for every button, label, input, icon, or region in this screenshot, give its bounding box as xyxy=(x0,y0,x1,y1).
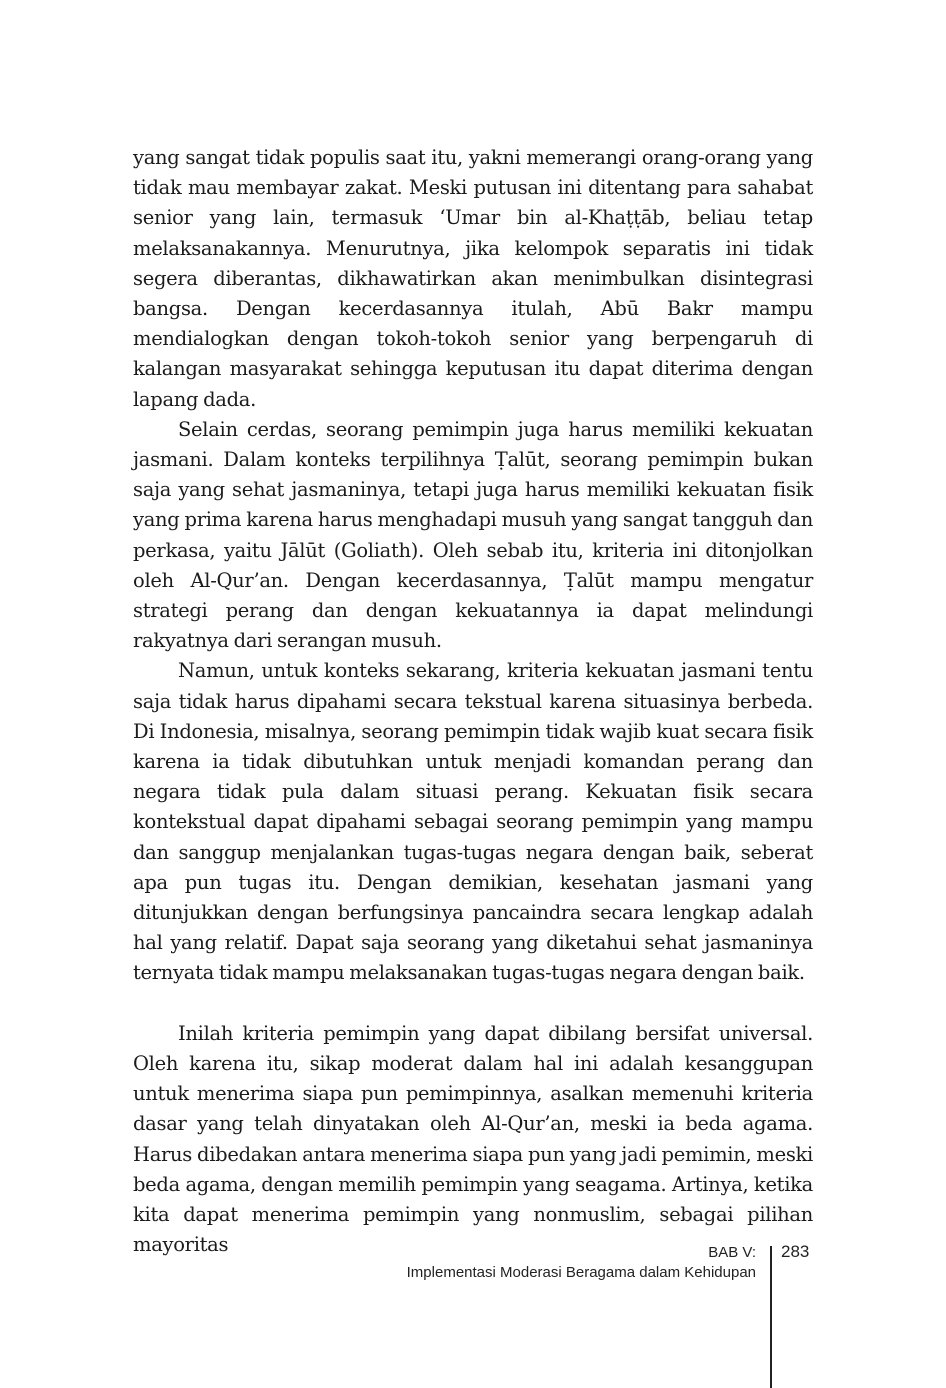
footer-divider xyxy=(770,1246,772,1388)
paragraph-3: Namun, untuk konteks sekarang, kriteria kekuatan jasmani tentu saja tidak harus dipahami secara tekstual karena situasinya berbeda. Di Indonesia, misalnya, seorang pemimpin tidak wajib kuat secara fisik karena ia tidak dibutuhkan untuk menjadi komandan perang dan negara tidak pula dalam situasi perang. Kekuatan fisik secara kontekstual dapat dipahami sebagai seorang pemimpin yang mampu dan sanggup menjalankan tugas-tugas negara dengan baik, seberat apa pun tugas itu. Dengan demikian, kesehatan jasmani yang ditunjukkan dengan berfungsinya pancaindra secara lengkap adalah hal yang relatif. Dapat saja seorang yang diketahui sehat jasmaninya ternyata tidak mampu melaksanakan tugas-tugas negara dengan baik. xyxy=(133,659,813,985)
running-footer xyxy=(407,1243,756,1283)
page-number: 283 xyxy=(781,1242,810,1261)
paragraph-1: yang sangat tidak populis saat itu, yakni memerangi orang-orang yang tidak mau membayar zakat. Meski putusan ini ditentang para sahabat senior yang lain, termasuk ‘Umar bin al-Khaṭṭāb, beliau tetap melaksanakannya. Menurutnya, jika kelompok separatis ini tidak segera diberantas, dikhawatirkan akan menimbulkan disintegrasi bangsa. Dengan kecerdasannya itulah, Abū Bakr mampu mendialogkan dengan tokoh-tokoh senior yang berpengaruh di kalangan masyarakat sehingga keputusan itu dapat diterima dengan lapang dada. xyxy=(133,146,813,411)
chapter-label: BAB V: xyxy=(708,1244,756,1261)
paragraph-2: Selain cerdas, seorang pemimpin juga harus memiliki kekuatan jasmani. Dalam konteks terpilihnya Ṭalūt, seorang pemimpin bukan saja yang sehat jasmaninya, tetapi juga harus memiliki kekuatan fisik yang prima karena harus menghadapi musuh yang sangat tangguh dan perkasa, yaitu Jālūt (Goliath). Oleh sebab itu, kriteria ini ditonjolkan oleh Al-Qur’an. Dengan kecerdasannya, Ṭalūt mampu mengatur strategi perang dan dengan kekuatannya ia dapat melindungi rakyatnya dari serangan musuh. xyxy=(133,417,813,653)
paragraph-4: Inilah kriteria pemimpin yang dapat dibilang bersifat universal. Oleh karena itu, sikap moderat dalam hal ini adalah kesanggupan untuk menerima siapa pun pemimpinnya, asalkan memenuhi kriteria dasar yang telah dinyatakan oleh Al-Qur’an, meski ia beda agama. Harus dibedakan antara menerima siapa pun yang jadi pemimin, meski beda agama, dengan memilih pemimpin yang seagama. Artinya, ketika kita dapat menerima pemimpin yang nonmuslim, sebagai pilihan mayoritas xyxy=(133,1021,813,1257)
chapter-title: Implementasi Moderasi Beragama dalam Kehidupan xyxy=(406,1264,756,1281)
body-text xyxy=(133,143,813,1260)
